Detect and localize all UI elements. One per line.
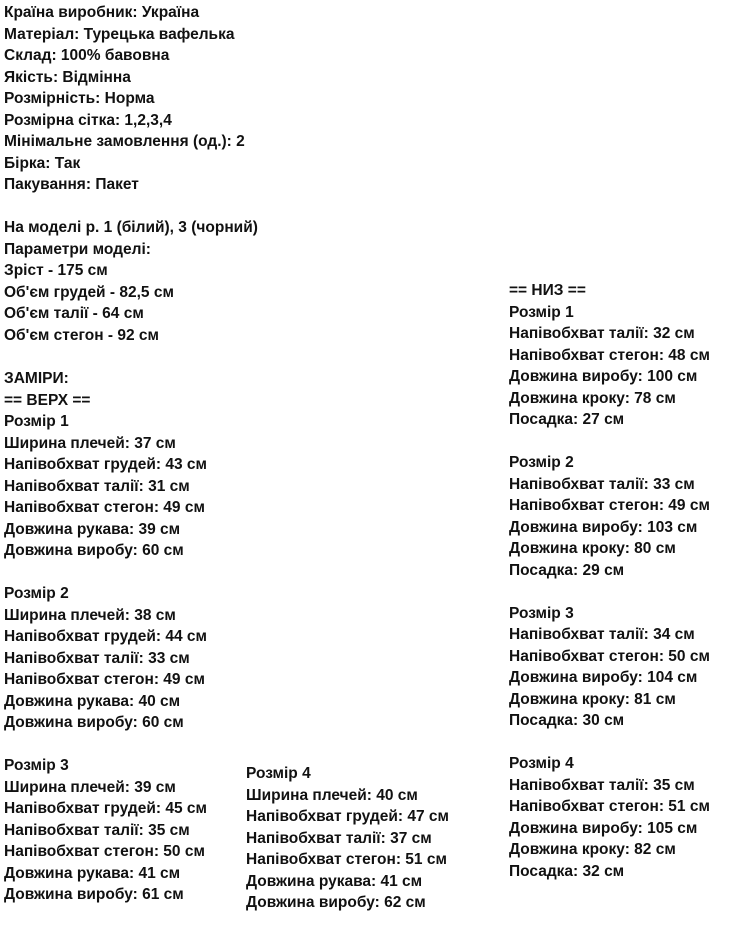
measure-line: Ширина плечей: 38 см [4, 606, 176, 624]
top-size-4-title: Розмір 4 [246, 765, 311, 782]
model-line-height: Зріст - 175 см [4, 262, 108, 279]
top-size-4-block [246, 763, 449, 914]
measure-line: Напівобхват талії: 32 см [509, 325, 695, 342]
spacer [509, 431, 710, 453]
model-params-heading: Параметри моделі: [4, 240, 151, 258]
measure-line: Напівобхват стегон: 50 см [4, 843, 205, 860]
measure-line: Довжина виробу: 62 см [246, 894, 426, 911]
info-line-size-grid: Розмірна сітка: 1,2,3,4 [4, 111, 172, 129]
measure-line: Довжина кроку: 82 см [509, 841, 676, 858]
bottom-size-3-title: Розмір 3 [509, 604, 574, 622]
measure-line: Напівобхват талії: 33 см [4, 649, 190, 667]
info-line-material: Матеріал: Турецька вафелька [4, 25, 235, 43]
measure-line: Напівобхват талії: 35 см [4, 821, 190, 839]
measure-line: Напівобхват стегон: 49 см [4, 671, 205, 688]
measure-line: Посадка: 27 см [509, 411, 625, 428]
measure-line: Напівобхват стегон: 49 см [4, 499, 205, 516]
info-line-min-order: Мінімальне замовлення (од.): 2 [4, 133, 245, 150]
info-line-tag: Бірка: Так [4, 154, 81, 172]
model-line-sizes: На моделі р. 1 (білий), 3 (чорний) [4, 219, 258, 236]
measure-line: Довжина рукава: 40 см [4, 692, 181, 710]
top-size-1-title: Розмір 1 [4, 413, 69, 430]
measure-line: Ширина плечей: 40 см [246, 786, 418, 804]
measure-line: Довжина рукава: 39 см [4, 520, 181, 538]
product-info-block [4, 2, 258, 346]
spacer [509, 732, 710, 754]
measure-line: Довжина виробу: 60 см [4, 542, 184, 559]
spacer [4, 734, 207, 756]
model-line-waist: Об'єм талії - 64 см [4, 305, 144, 322]
bottom-size-4-title: Розмір 4 [509, 755, 574, 772]
measure-line: Довжина виробу: 100 см [509, 368, 698, 385]
measure-line: Ширина плечей: 37 см [4, 434, 176, 452]
bottom-measurements-block [509, 280, 710, 882]
measure-line: Довжина рукава: 41 см [4, 864, 181, 882]
top-size-2-title: Розмір 2 [4, 585, 69, 602]
info-line-packaging: Пакування: Пакет [4, 176, 139, 193]
measure-line: Довжина кроку: 78 см [509, 389, 676, 407]
top-section-title: == ВЕРХ == [4, 391, 91, 409]
measure-line: Напівобхват талії: 34 см [509, 626, 695, 643]
measure-line: Ширина плечей: 39 см [4, 778, 176, 796]
measure-line: Напівобхват грудей: 44 см [4, 628, 207, 645]
bottom-size-2-title: Розмір 2 [509, 454, 574, 471]
info-line-composition: Склад: 100% бавовна [4, 47, 170, 64]
measure-line: Напівобхват стегон: 49 см [509, 497, 710, 514]
measure-line: Напівобхват грудей: 47 см [246, 808, 449, 825]
measure-line: Напівобхват стегон: 50 см [509, 647, 710, 665]
measure-line: Напівобхват талії: 31 см [4, 477, 190, 495]
info-line-quality: Якість: Відмінна [4, 68, 131, 86]
measure-line: Посадка: 32 см [509, 862, 625, 880]
spacer [4, 562, 207, 584]
bottom-size-1-title: Розмір 1 [509, 303, 574, 321]
measure-line: Довжина кроку: 80 см [509, 540, 676, 557]
spacer [509, 581, 710, 603]
measure-line: Довжина виробу: 60 см [4, 714, 184, 731]
measure-line: Напівобхват стегон: 48 см [509, 346, 710, 364]
bottom-section-title: == НИЗ == [509, 282, 586, 299]
measure-line: Напівобхват стегон: 51 см [246, 851, 447, 868]
measurements-title: ЗАМІРИ: [4, 370, 69, 387]
measure-line: Напівобхват талії: 37 см [246, 829, 432, 847]
measure-line: Напівобхват стегон: 51 см [509, 798, 710, 815]
measure-line: Довжина виробу: 103 см [509, 518, 698, 536]
measure-line: Довжина виробу: 61 см [4, 886, 184, 903]
measure-line: Довжина кроку: 81 см [509, 690, 676, 708]
info-line-sizing: Розмірність: Норма [4, 90, 155, 107]
measure-line: Напівобхват талії: 33 см [509, 475, 695, 493]
model-line-hips: Об'єм стегон - 92 см [4, 326, 159, 344]
top-measurements-block [4, 368, 207, 906]
spacer [4, 196, 258, 218]
measure-line: Посадка: 29 см [509, 561, 625, 579]
measure-line: Довжина виробу: 105 см [509, 819, 698, 837]
measure-line: Довжина рукава: 41 см [246, 872, 423, 890]
top-size-3-title: Розмір 3 [4, 757, 69, 774]
model-line-chest: Об'єм грудей - 82,5 см [4, 283, 174, 301]
measure-line: Напівобхват талії: 35 см [509, 776, 695, 794]
measure-line: Посадка: 30 см [509, 712, 625, 729]
measure-line: Напівобхват грудей: 43 см [4, 456, 207, 473]
measure-line: Довжина виробу: 104 см [509, 669, 698, 686]
measure-line: Напівобхват грудей: 45 см [4, 800, 207, 817]
info-line-country: Країна виробник: Україна [4, 4, 200, 21]
